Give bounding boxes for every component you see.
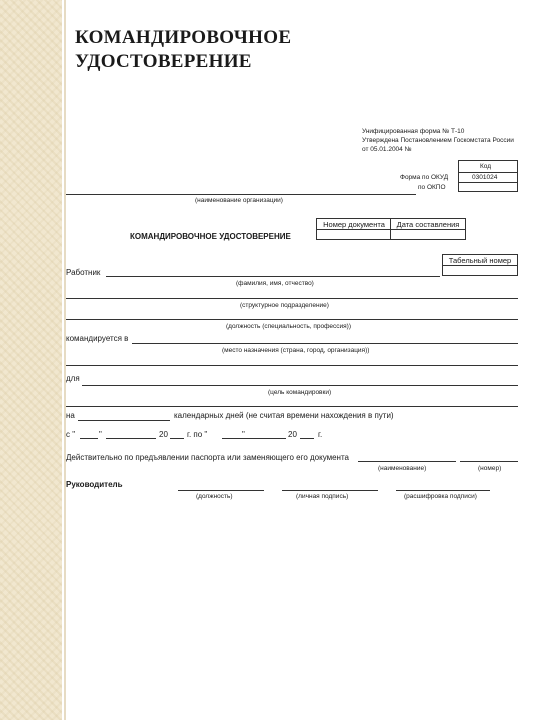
okpo-label: по ОКПО xyxy=(418,184,446,191)
org-line xyxy=(66,194,416,195)
form-header-line1: Унифицированная форма № Т-10 xyxy=(362,128,465,135)
from-label: с " xyxy=(66,430,76,439)
purpose-caption: (цель командировки) xyxy=(268,389,332,396)
destination-line-2 xyxy=(66,365,518,366)
to-year-prefix: 20 xyxy=(288,430,297,439)
worker-label: Работник xyxy=(66,268,101,277)
destination-line xyxy=(132,343,518,344)
tab-number-label: Табельный номер xyxy=(448,256,512,265)
from-month-line xyxy=(106,438,156,439)
fio-caption: (фамилия, имя, отчество) xyxy=(236,280,314,287)
sent-label: командируется в xyxy=(66,334,129,343)
dept-caption: (структурное подразделение) xyxy=(240,302,329,309)
to-year-suffix: г. xyxy=(318,430,323,439)
to-year-line xyxy=(300,438,314,439)
purpose-line xyxy=(82,385,518,386)
worker-line xyxy=(106,276,440,277)
form-header-line2: Утверждена Постановлением Госкомстата России xyxy=(362,137,514,144)
destination-caption: (место назначения (страна, город, организация)) xyxy=(222,347,370,354)
passport-number-line xyxy=(460,461,518,462)
dept-line xyxy=(66,298,518,299)
slide-title xyxy=(75,26,291,74)
manager-signature-line xyxy=(282,490,378,491)
passport-name-line xyxy=(358,461,456,462)
valid-text: Действительно по предъявлении паспорта или заменяющего его документа xyxy=(66,453,349,462)
position-line xyxy=(66,319,518,320)
okud-label: Форма по ОКУД xyxy=(400,174,449,181)
passport-number-caption: (номер) xyxy=(478,465,502,472)
to-label: г. по " xyxy=(187,430,208,439)
title-line-2: УДОСТОВЕРЕНИЕ xyxy=(75,51,252,72)
okud-value: 0301024 xyxy=(472,174,498,181)
code-label: Код xyxy=(480,163,492,170)
on-label: на xyxy=(66,411,75,420)
doc-date-header: Дата составления xyxy=(396,220,460,229)
manager-decode-line xyxy=(396,490,490,491)
from-year-line xyxy=(170,438,184,439)
title-line-1: КОМАНДИРОВОЧНОЕ xyxy=(75,27,292,48)
manager-label: Руководитель xyxy=(66,480,123,489)
form-header-line3: от 05.01.2004 № xyxy=(362,146,412,153)
purpose-line-2 xyxy=(66,406,518,407)
doc-table-row-divider xyxy=(316,229,466,230)
from-year-prefix: 20 xyxy=(159,430,168,439)
doc-title: КОМАНДИРОВОЧНОЕ УДОСТОВЕРЕНИЕ xyxy=(130,232,291,241)
doc-number-header: Номер документа xyxy=(323,220,385,229)
org-caption: (наименование организации) xyxy=(195,197,283,204)
days-text: календарных дней (не считая времени нахождения в пути) xyxy=(174,411,394,420)
code-box-divider xyxy=(458,172,518,173)
to-quote-close: " xyxy=(242,430,245,439)
passport-name-caption: (наименование) xyxy=(378,465,427,472)
code-box-divider-2 xyxy=(458,182,518,183)
days-line xyxy=(78,420,170,421)
manager-decode-caption: (расшифровка подписи) xyxy=(404,493,477,500)
tab-table-divider xyxy=(442,265,518,266)
manager-signature-caption: (личная подпись) xyxy=(296,493,349,500)
side-divider xyxy=(64,0,66,720)
from-quote-close: " xyxy=(99,430,102,439)
to-month-line xyxy=(238,438,286,439)
manager-position-line xyxy=(178,490,264,491)
side-strip xyxy=(0,0,62,720)
from-day-line xyxy=(80,438,98,439)
manager-position-caption: (должность) xyxy=(196,493,233,500)
for-label: для xyxy=(66,374,80,383)
position-caption: (должность (специальность, профессия)) xyxy=(226,323,352,330)
